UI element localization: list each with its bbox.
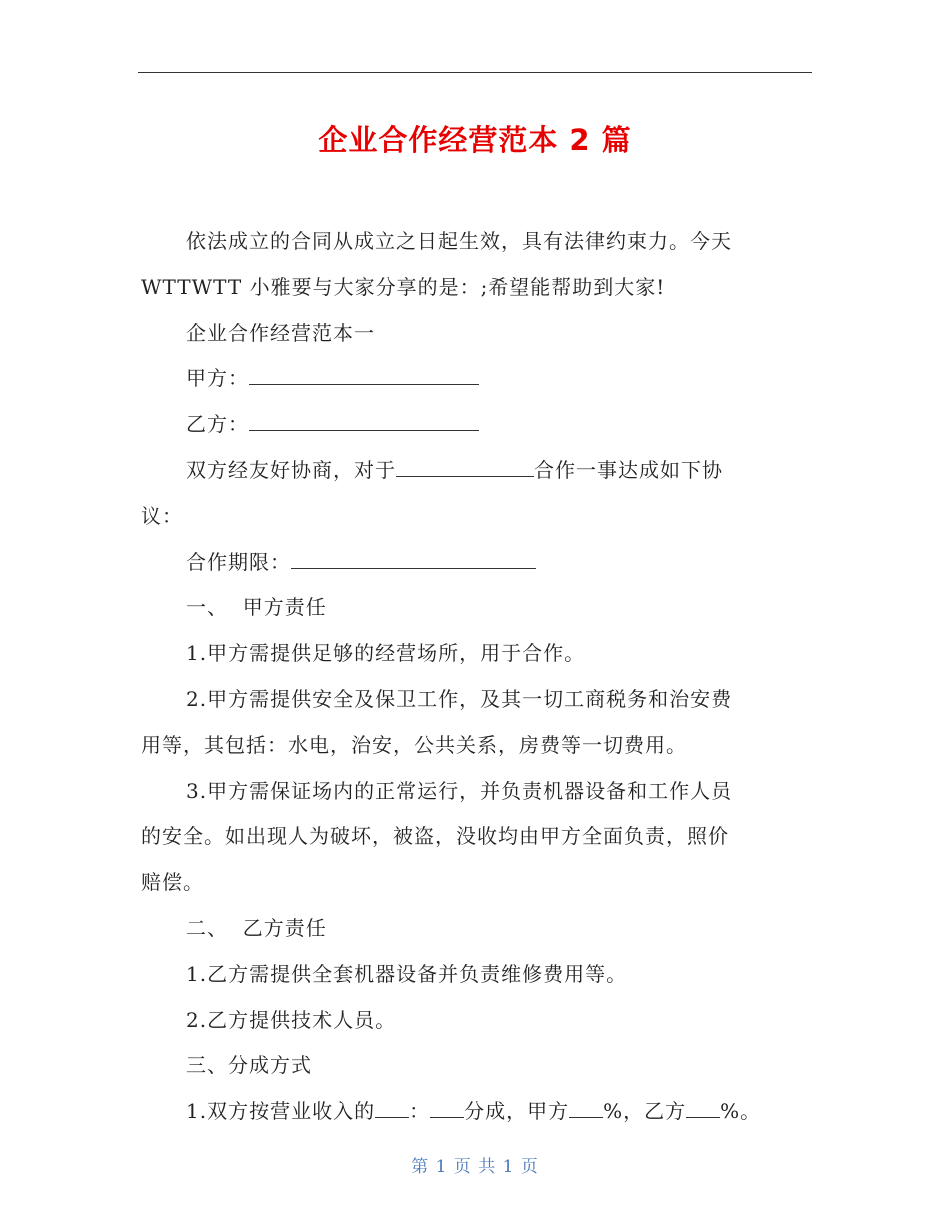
page-indicator: 第 1 页 共 1 页 (411, 1157, 539, 1177)
document-body (141, 219, 801, 1135)
split-text-2: ： (409, 1099, 431, 1124)
party-a-duty-2-line-2: 用等，其包括：水电，治安，公共关系，房费等一切费用。 (141, 732, 687, 757)
term-line (141, 540, 801, 586)
party-a-duty-2-line-1: 2.甲方需提供安全及保卫工作，及其一切工商税务和治安费 (186, 686, 733, 711)
intro-line-2: WTTWTT 小雅要与大家分享的是：;希望能帮助到大家! (141, 274, 666, 299)
header-rule (138, 72, 812, 73)
heading-party-a-duties: 一、 甲方责任 (186, 595, 327, 620)
party-b-duty-2: 2.乙方提供技术人员。 (186, 1007, 397, 1032)
document-title: 企业合作经营范本 2 篇 (318, 123, 632, 157)
party-a-duty-3-line-1: 3.甲方需保证场内的正常运行，并负责机器设备和工作人员 (186, 778, 733, 803)
split-ratio-a-blank (375, 1091, 409, 1118)
party-b-label: 乙方： (186, 412, 249, 437)
split-text-4: %，乙方 (603, 1099, 687, 1124)
term-blank (291, 542, 536, 569)
party-a-duty-1: 1.甲方需提供足够的经营场所，用于合作。 (186, 641, 586, 666)
intro-line-1: 依法成立的合同从成立之日起生效，具有法律约束力。今天 (186, 229, 732, 253)
negotiation-line-2: 议： (141, 503, 183, 528)
heading-party-b-duties: 二、 乙方责任 (186, 915, 327, 940)
negotiation-line-1 (141, 448, 801, 494)
party-a-percent-blank (569, 1091, 603, 1118)
section-title: 企业合作经营范本一 (186, 320, 375, 345)
revenue-split-line (141, 1089, 801, 1135)
party-a-blank (249, 358, 479, 385)
split-text-1: 1.双方按营业收入的 (186, 1099, 376, 1124)
party-a-duty-3-line-2: 的安全。如出现人为破坏，被盗，没收均由甲方全面负责，照价 (141, 824, 729, 849)
party-b-line (141, 402, 801, 448)
party-a-label: 甲方： (186, 366, 249, 391)
cooperation-item-blank (396, 450, 534, 477)
party-b-percent-blank (686, 1091, 720, 1118)
heading-revenue-split: 三、分成方式 (186, 1053, 312, 1078)
party-b-duty-1: 1.乙方需提供全套机器设备并负责维修费用等。 (186, 961, 628, 986)
negotiation-suffix: 合作一事达成如下协 (534, 457, 723, 482)
party-b-blank (249, 404, 479, 431)
split-ratio-b-blank (430, 1091, 464, 1118)
split-text-3: 分成，甲方 (464, 1099, 570, 1124)
term-label: 合作期限： (186, 549, 291, 574)
negotiation-prefix: 双方经友好协商，对于 (186, 457, 396, 482)
party-a-duty-3-line-3: 赔偿。 (141, 870, 204, 895)
party-a-line (141, 356, 801, 402)
split-text-5: %。 (720, 1099, 762, 1124)
